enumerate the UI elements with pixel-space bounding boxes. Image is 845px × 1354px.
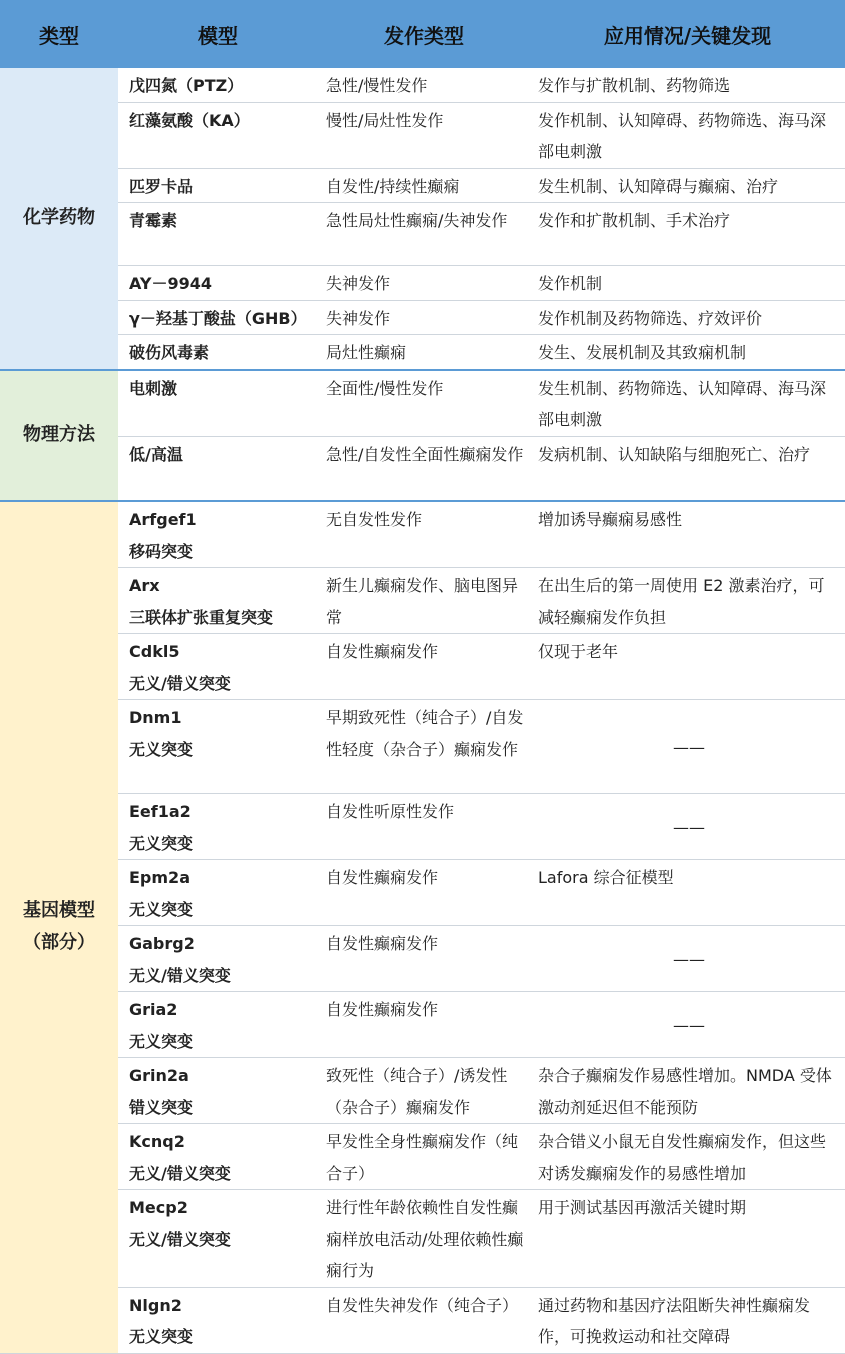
seizure-type: 全面性/慢性发作	[318, 370, 530, 437]
gene-symbol: Dnm1	[129, 708, 182, 727]
finding: 发作机制、认知障碍、药物筛选、海马深部电刺激	[530, 102, 845, 168]
table-row	[0, 266, 845, 301]
model-name	[118, 1058, 318, 1124]
table-row	[0, 634, 845, 700]
finding-empty: ——	[530, 700, 845, 794]
model-name	[118, 634, 318, 700]
seizure-type: 急性/慢性发作	[318, 68, 530, 102]
seizure-type: 自发性失神发作（纯合子）	[318, 1287, 530, 1353]
table-row	[0, 568, 845, 634]
table-row	[0, 501, 845, 568]
finding: 增加诱导癫痫易感性	[530, 501, 845, 568]
finding: 通过药物和基因疗法阻断失神性癫痫发作，可挽救运动和社交障碍	[530, 1287, 845, 1353]
seizure-type: 失神发作	[318, 300, 530, 335]
table-row	[0, 992, 845, 1058]
seizure-type: 早期致死性（纯合子）/自发性轻度（杂合子）癫痫发作	[318, 700, 530, 794]
model-name: 匹罗卡品	[118, 168, 318, 203]
model-name	[118, 501, 318, 568]
seizure-type: 进行性年龄依赖性自发性癫痫样放电活动/处理依赖性癫痫行为	[318, 1190, 530, 1288]
gene-symbol: Arfgef1	[129, 510, 197, 529]
seizure-type: 早发性全身性癫痫发作（纯合子）	[318, 1124, 530, 1190]
header-findings: 应用情况/关键发现	[530, 0, 845, 68]
table-row	[0, 335, 845, 370]
table-row	[0, 860, 845, 926]
seizure-type: 致死性（纯合子）/诱发性（杂合子）癫痫发作	[318, 1058, 530, 1124]
category-cell: 物理方法	[0, 370, 118, 502]
model-name	[118, 1124, 318, 1190]
finding: 仅现于老年	[530, 634, 845, 700]
seizure-type: 急性局灶性癫痫/失神发作	[318, 203, 530, 266]
group-gene	[0, 501, 845, 1353]
finding: 发作与扩散机制、药物筛选	[530, 68, 845, 102]
model-name: 破伤风毒素	[118, 335, 318, 370]
mutation-type: 无义突变	[129, 1327, 194, 1346]
table-row	[0, 1287, 845, 1353]
model-name	[118, 926, 318, 992]
header-model: 模型	[118, 0, 318, 68]
model-name: AY－9944	[118, 266, 318, 301]
mutation-type: 无义/错义突变	[129, 1229, 231, 1249]
seizure-type: 无自发性发作	[318, 501, 530, 568]
seizure-type: 失神发作	[318, 266, 530, 301]
table-row	[0, 68, 845, 102]
seizure-type: 自发性/持续性癫痫	[318, 168, 530, 203]
group-chemical	[0, 68, 845, 370]
table-row	[0, 794, 845, 860]
header-seizure-type: 发作类型	[318, 0, 530, 68]
mutation-type: 错义突变	[129, 1097, 194, 1117]
seizure-type: 新生儿癫痫发作、脑电图异常	[318, 568, 530, 634]
mutation-type: 无义突变	[129, 1031, 194, 1051]
model-name	[118, 568, 318, 634]
model-name	[118, 794, 318, 860]
mutation-type: 无义/错义突变	[129, 673, 231, 693]
seizure-type: 自发性癫痫发作	[318, 634, 530, 700]
header-type: 类型	[0, 0, 118, 68]
table-row	[0, 700, 845, 794]
model-name	[118, 992, 318, 1058]
mutation-type: 移码突变	[129, 541, 194, 561]
model-name: 电刺激	[118, 370, 318, 437]
header-row	[0, 0, 845, 68]
model-name: 青霉素	[118, 203, 318, 266]
table-row	[0, 926, 845, 992]
finding: 发病机制、认知缺陷与细胞死亡、治疗	[530, 436, 845, 501]
gene-symbol: Gabrg2	[129, 934, 195, 953]
table-row	[0, 1124, 845, 1190]
model-name: γ－羟基丁酸盐（GHB）	[118, 300, 318, 335]
finding: 发作和扩散机制、手术治疗	[530, 203, 845, 266]
model-name	[118, 700, 318, 794]
mutation-type: 无义突变	[129, 899, 194, 919]
finding-empty: ——	[530, 794, 845, 860]
mutation-type: 无义突变	[129, 833, 194, 853]
finding: 在出生后的第一周使用 E2 激素治疗，可减轻癫痫发作负担	[530, 568, 845, 634]
finding: 发生机制、认知障碍与癫痫、治疗	[530, 168, 845, 203]
seizure-type: 自发性听原性发作	[318, 794, 530, 860]
table-row	[0, 1058, 845, 1124]
model-name	[118, 1287, 318, 1353]
table-row	[0, 203, 845, 266]
gene-symbol: Kcnq2	[129, 1132, 185, 1151]
gene-symbol: Arx	[129, 576, 160, 595]
table-row	[0, 1190, 845, 1288]
gene-symbol: Eef1a2	[129, 802, 191, 821]
mutation-type: 三联体扩张重复突变	[129, 607, 274, 627]
seizure-type: 急性/自发性全面性癫痫发作	[318, 436, 530, 501]
mutation-type: 无义/错义突变	[129, 1163, 231, 1183]
finding: 发作机制	[530, 266, 845, 301]
model-name: 低/高温	[118, 436, 318, 501]
seizure-type: 自发性癫痫发作	[318, 860, 530, 926]
category-cell: 化学药物	[0, 68, 118, 370]
seizure-type: 局灶性癫痫	[318, 335, 530, 370]
seizure-type: 自发性癫痫发作	[318, 992, 530, 1058]
finding: 发生机制、药物筛选、认知障碍、海马深部电刺激	[530, 370, 845, 437]
mutation-type: 无义突变	[129, 739, 194, 759]
finding: Lafora 综合征模型	[530, 860, 845, 926]
seizure-type: 自发性癫痫发作	[318, 926, 530, 992]
finding: 杂合错义小鼠无自发性癫痫发作，但这些对诱发癫痫发作的易感性增加	[530, 1124, 845, 1190]
table-row	[0, 370, 845, 437]
category-cell: 基因模型（部分）	[0, 501, 118, 1353]
table-row	[0, 168, 845, 203]
model-name: 戊四氮（PTZ）	[118, 68, 318, 102]
finding-empty: ——	[530, 926, 845, 992]
model-name	[118, 1190, 318, 1288]
finding: 用于测试基因再激活关键时期	[530, 1190, 845, 1288]
gene-symbol: Cdkl5	[129, 642, 180, 661]
mutation-type: 无义/错义突变	[129, 965, 231, 985]
finding: 杂合子癫痫发作易感性增加。NMDA 受体激动剂延迟但不能预防	[530, 1058, 845, 1124]
table-row	[0, 300, 845, 335]
finding: 发生、发展机制及其致痫机制	[530, 335, 845, 370]
model-name	[118, 860, 318, 926]
table-row	[0, 102, 845, 168]
gene-symbol: Mecp2	[129, 1198, 188, 1217]
group-physical	[0, 370, 845, 502]
finding: 发作机制及药物筛选、疗效评价	[530, 300, 845, 335]
gene-symbol: Gria2	[129, 1000, 178, 1019]
model-name: 红藻氨酸（KA）	[118, 102, 318, 168]
finding-empty: ——	[530, 992, 845, 1058]
gene-symbol: Epm2a	[129, 868, 190, 887]
seizure-type: 慢性/局灶性发作	[318, 102, 530, 168]
table-row	[0, 436, 845, 501]
gene-symbol: Nlgn2	[129, 1295, 182, 1315]
gene-symbol: Grin2a	[129, 1066, 189, 1085]
